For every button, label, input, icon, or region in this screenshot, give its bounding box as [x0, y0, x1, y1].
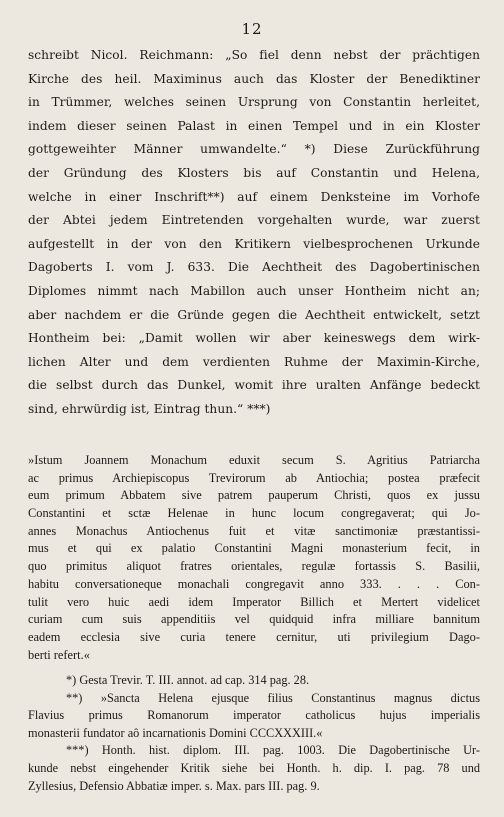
text-line: die selbst durch das Dunkel, womit ihre uralten Anfänge bedeckt [28, 378, 480, 393]
latin-line: mus et qui ex palatio Constantini Magni monasterium fecit, in [28, 541, 480, 556]
footnote-2: **) »Sancta Helena ejusque filius Constantinus magnus dictus [66, 690, 480, 705]
text-line: lichen Alter und dem verdienten Ruhme der Maximin-Kirche, [28, 354, 480, 369]
text-line: aber nachdem er die Gründe gegen die Aechtheit entwickelt, setzt [28, 307, 480, 322]
latin-line: annes Monachus Antiochenus fuit et vitæ sanctimoniæ præstantissi- [28, 523, 480, 538]
text-line: in Trümmer, welches seinen Ursprung von Constantin herleitet, [28, 95, 480, 110]
text-line: schreibt Nicol. Reichmann: „So fiel denn nebst der prächtigen [28, 48, 480, 62]
footnote-1: *) Gesta Trevir. T. III. annot. ad cap. 314 pag. 28. [66, 673, 310, 687]
latin-quote-block [28, 452, 480, 664]
text-line: Dagoberts I. vom J. 633. Die Aechtheit des Dagobertinischen [28, 260, 480, 275]
text-line: Hontheim bei: „Damit wollen wir aber keineswegs dem wirk- [28, 331, 480, 346]
latin-line: quo primitus aliquot fratres orientales, regulæ fortassis S. Basilii, [28, 559, 480, 574]
text-line: indem dieser seinen Palast in einen Tempel und in ein Kloster [28, 118, 480, 133]
latin-line: berti refert.« [28, 647, 90, 662]
footnote-3-line: kunde nebst eingehender Kritik siehe bei Honth. h. dip. I. pag. 78 und [28, 760, 480, 775]
page-number: 12 [241, 20, 263, 38]
footnotes-block [28, 672, 480, 795]
text-line: der Gründung des Klosters bis auf Constantin und Helena, [28, 165, 480, 180]
latin-line: habitu conversationeque monachali congregavit anno 333. . . . Con- [28, 576, 480, 591]
latin-line: tulit vero huic aedi idem Imperator Billich et Mertert videlicet [28, 594, 480, 609]
footnote-3-line: Zyllesius, Defensio Abbatiæ imper. s. Max. pars III. pag. 9. [28, 778, 320, 793]
text-line: welche in einer Inschrift**) auf einem Denksteine im Vorhofe [28, 189, 480, 204]
footnote-2-line: Flavius primus Romanorum imperator catholicus hujus imperialis [28, 708, 480, 723]
text-line: sind, ehrwürdig ist, Eintrag thun.“ ***) [28, 401, 271, 416]
main-text-block [28, 44, 480, 422]
latin-line: curiam cum suis appenditiis vel quidquid infra milliare bannitum [28, 612, 480, 627]
text-line: Diplomes nimmt nach Mabillon auch unser Hontheim nicht an; [28, 283, 480, 298]
latin-line: ac primus Archiepiscopus Trevirorum ab Antiochia; postea præfecit [28, 470, 480, 485]
latin-line: »Istum Joannem Monachum eduxit secum S. Agritius Patriarcha [28, 453, 480, 467]
text-line: aufgestellt in der von den Kritikern vielbesprochenen Urkunde [28, 236, 480, 251]
text-line: gottgeweihter Männer umwandelte.“ *) Diese Zurückführung [28, 142, 480, 157]
latin-line: eadem ecclesia sive curia tenere cernitur, uti privilegium Dago- [28, 629, 480, 644]
latin-line: Constantini et sctæ Helenae in hunc locum congregaverat; qui Jo- [28, 506, 480, 521]
text-line: Kirche des heil. Maximinus auch das Kloster der Benediktiner [28, 71, 480, 86]
text-line: der Abtei jedem Eintretenden vorgehalten wurde, war zuerst [28, 213, 480, 228]
footnote-2-line: monasterii fundator aô incarnationis Domini CCCXXXIII.« [28, 725, 323, 740]
latin-line: eum primum Abbatem sive patrem pauperum Christi, quos ex jussu [28, 488, 480, 503]
footnote-3: ***) Honth. hist. diplom. III. pag. 1003. Die Dagobertinische Ur- [66, 743, 480, 758]
